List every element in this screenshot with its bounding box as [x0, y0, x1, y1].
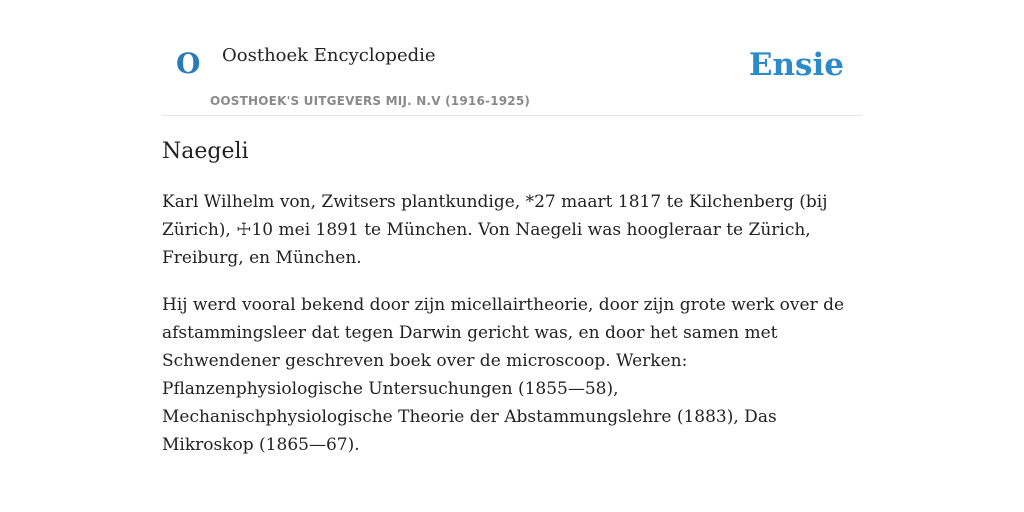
entry-paragraph: Hij werd vooral bekend door zijn micellairtheorie, door zijn grote werk over de afstammingsleer dat tegen Darwin gericht was, en door het samen met Schwendener geschreven boek over de microscoop. Werken: Pflanzenphysiologische Untersuchungen (1855—58), Mechanischphysiologische Theorie der Abstammungslehre (1883), Das Mikroskop (1865—67).	[162, 294, 845, 455]
site-header	[162, 0, 862, 116]
site-logo[interactable]: O	[176, 47, 201, 80]
entry-title: Naegeli	[162, 139, 249, 164]
entry-paragraph: Karl Wilhelm von, Zwitsers plantkundige, *27 maart 1817 te Kilchenberg (bij Zürich), ☩10 mei 1891 te München. Von Naegeli was hoogleraar te Zürich, Freiburg, en München.	[162, 191, 828, 268]
article-content	[162, 138, 852, 478]
brand-logo[interactable]: Ensie	[748, 47, 844, 83]
publisher-subtitle: OOSTHOEK'S UITGEVERS MIJ. N.V (1916-1925)	[210, 94, 531, 108]
encyclopedia-title[interactable]: Oosthoek Encyclopedie	[222, 45, 436, 66]
